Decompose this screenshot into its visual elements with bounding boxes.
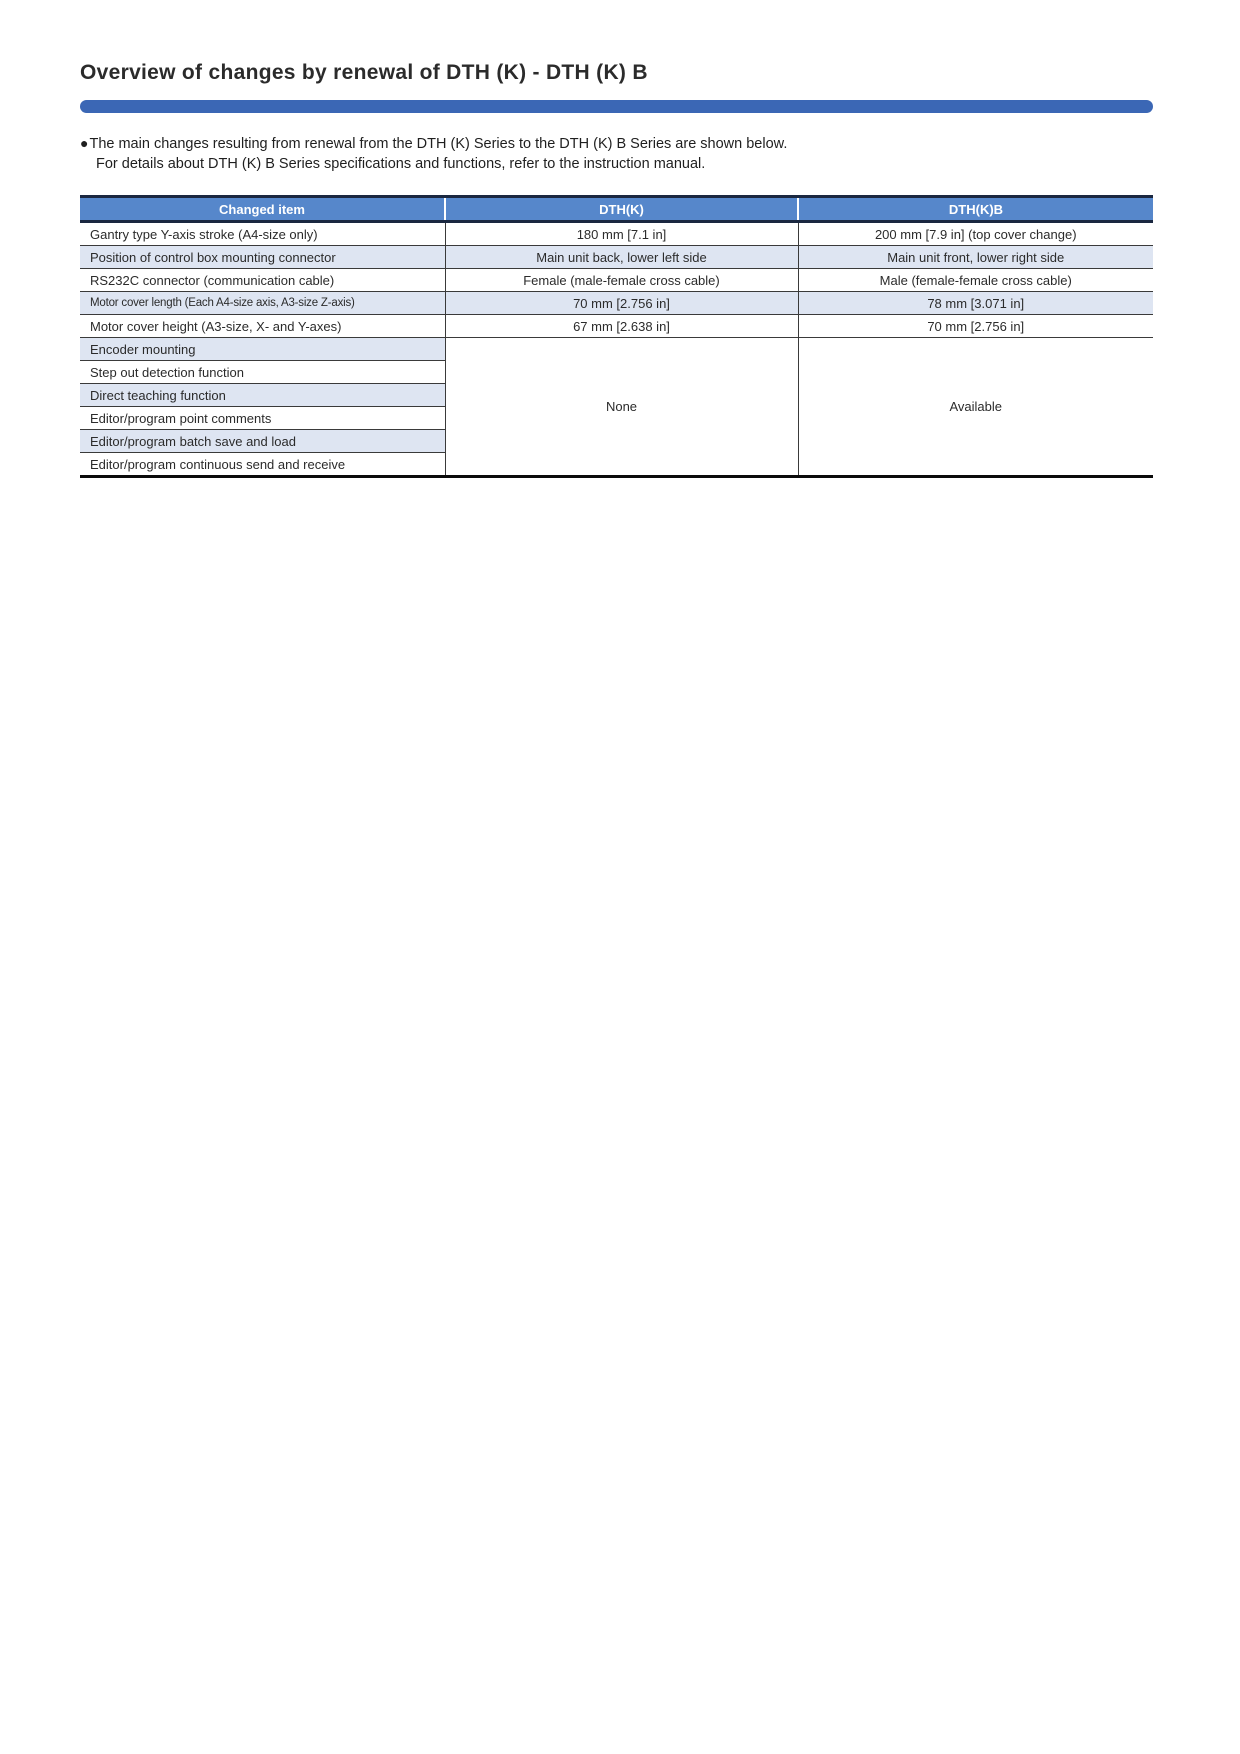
header-changed-item: Changed item <box>80 197 445 222</box>
cell-dthkb: 200 mm [7.9 in] (top cover change) <box>798 222 1153 246</box>
header-dthk: DTH(K) <box>445 197 798 222</box>
title-underline-bar <box>80 100 1153 113</box>
cell-item: Editor/program point comments <box>80 407 445 430</box>
intro-paragraph <box>80 133 787 174</box>
page-title: Overview of changes by renewal of DTH (K) - DTH (K) B <box>80 61 648 84</box>
cell-item: Motor cover length (Each A4-size axis, A3-size Z-axis) <box>80 292 445 315</box>
table-row <box>80 222 1153 246</box>
cell-dthkb-merged-available: Available <box>798 338 1153 477</box>
table-row <box>80 269 1153 292</box>
bullet-icon: ● <box>80 135 89 151</box>
intro-line-2: For details about DTH (K) B Series specifications and functions, refer to the instruction manual. <box>96 156 706 172</box>
cell-dthk: Main unit back, lower left side <box>445 246 798 269</box>
cell-dthk-merged-none: None <box>445 338 798 477</box>
cell-item: Position of control box mounting connector <box>80 246 445 269</box>
table-row <box>80 338 1153 361</box>
cell-item: Gantry type Y-axis stroke (A4-size only) <box>80 222 445 246</box>
cell-dthk: Female (male-female cross cable) <box>445 269 798 292</box>
cell-item: Step out detection function <box>80 361 445 384</box>
cell-item: Editor/program continuous send and receive <box>80 453 445 477</box>
cell-dthkb: Male (female-female cross cable) <box>798 269 1153 292</box>
cell-dthkb: 78 mm [3.071 in] <box>798 292 1153 315</box>
cell-dthkb: Main unit front, lower right side <box>798 246 1153 269</box>
table-row <box>80 315 1153 338</box>
intro-line-1 <box>80 133 787 154</box>
table-row <box>80 246 1153 269</box>
table-header-row <box>80 197 1153 222</box>
cell-item: Encoder mounting <box>80 338 445 361</box>
changes-table <box>80 195 1153 478</box>
cell-dthkb: 70 mm [2.756 in] <box>798 315 1153 338</box>
cell-item: Motor cover height (A3-size, X- and Y-axes) <box>80 315 445 338</box>
cell-dthk: 67 mm [2.638 in] <box>445 315 798 338</box>
cell-dthk: 180 mm [7.1 in] <box>445 222 798 246</box>
table-row <box>80 292 1153 315</box>
cell-item: RS232C connector (communication cable) <box>80 269 445 292</box>
cell-item: Editor/program batch save and load <box>80 430 445 453</box>
header-dthkb: DTH(K)B <box>798 197 1153 222</box>
cell-item: Direct teaching function <box>80 384 445 407</box>
intro-line-1-text: The main changes resulting from renewal from the DTH (K) Series to the DTH (K) B Series are shown below. <box>89 136 788 152</box>
cell-dthk: 70 mm [2.756 in] <box>445 292 798 315</box>
